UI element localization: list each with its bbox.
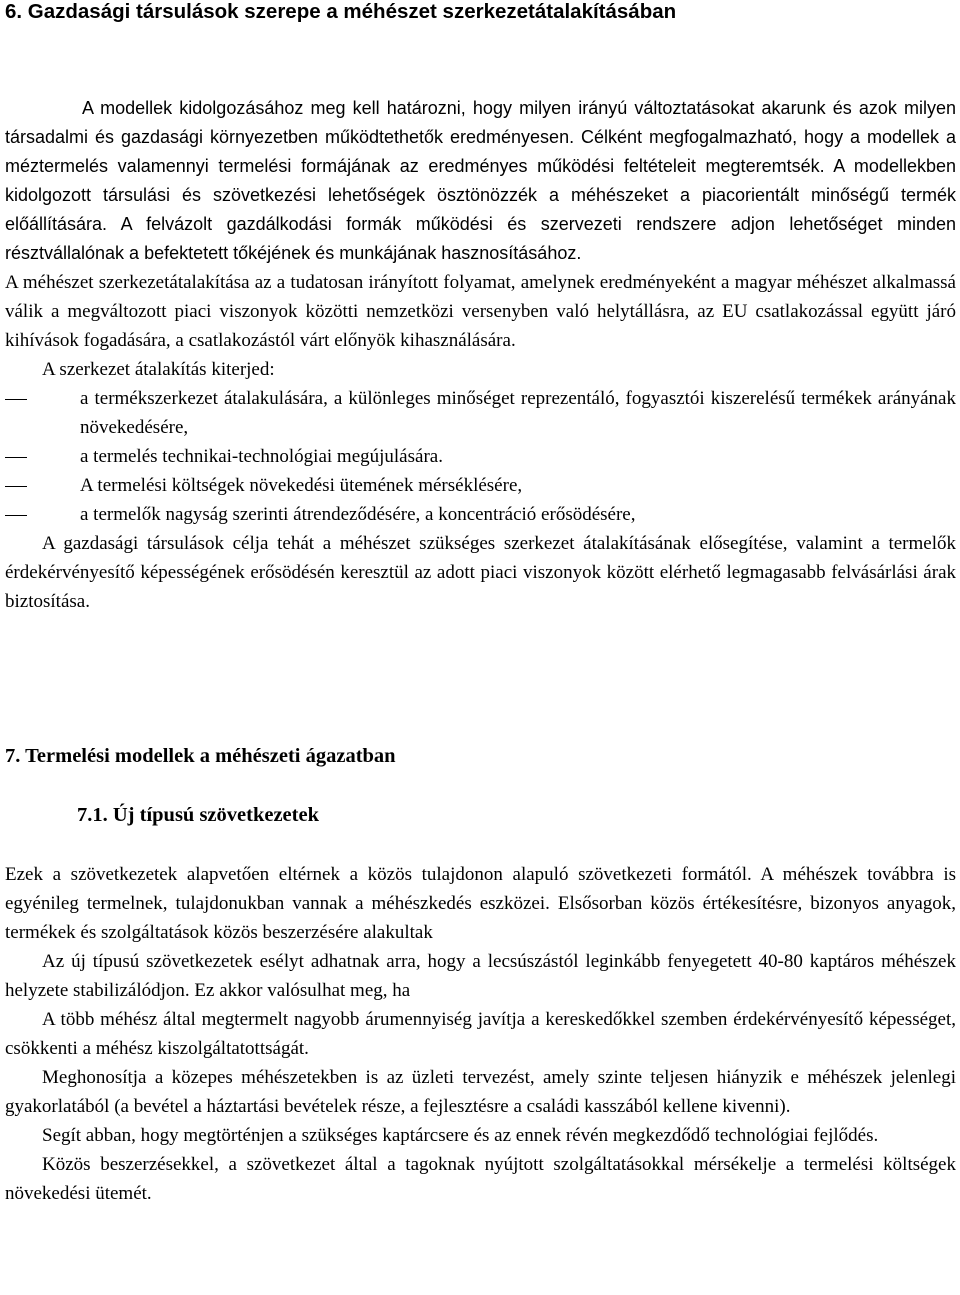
- section-7-paragraph-1: Ezek a szövetkezetek alapvetően eltérnek a közös tulajdonon alapuló szövetkezeti formától. A méhészek továbbra is egyénileg termelnek, tulajdonukban vannak a méhészkedés eszközei. Elsősorban közös értékesítésre, bizonyos anyagok, termékek és szolgáltatások közös beszerzésére alakultak: [5, 864, 956, 943]
- section-7-paragraph-4: Meghonosítja a közepes méhészetekben is az üzleti tervezést, amely szinte teljesen hiányzik e méhészek jelenlegi gyakorlatából (a bevétel a háztartási bevételek része, a fejlesztésre a családi kasszából kellene kivenni).: [5, 1067, 956, 1117]
- list-item: [5, 500, 956, 529]
- section-6-paragraph-3: A gazdasági társulások célja tehát a méhészet szükséges szerkezet átalakításának elősegítése, valamint a termelők érdekérvényesítő képességének erősödésén keresztül az adott piaci viszonyok között elérhető legmagasabb felvásárlási árak biztosítása.: [5, 533, 956, 612]
- list-item: [5, 471, 956, 500]
- list-intro: A szerkezet átalakítás kiterjed:: [42, 359, 275, 380]
- section-7-paragraph-6: Közös beszerzésekkel, a szövetkezet által a tagoknak nyújtott szolgáltatásokkal mérsékelje a termelési költségek növekedési ütemét.: [5, 1154, 956, 1204]
- section-7-paragraph-3: A több méhész által megtermelt nagyobb árumennyiség javítja a kereskedőkkel szemben érdekérvényesítő képességet, csökkenti a méhész kiszolgáltatottságát.: [5, 1009, 956, 1059]
- list-item-text: A termelési költségek növekedési ütemének mérséklésére,: [80, 475, 523, 496]
- section-7-paragraph-2: Az új típusú szövetkezetek esélyt adhatnak arra, hogy a lecsúszástól leginkább fenyegetett 40-80 kaptáros méhészek helyzete stabilizálódjon. Ez akkor valósulhat meg, ha: [5, 951, 956, 1001]
- list-item-text: a termelés technikai-technológiai megújulására.: [80, 446, 443, 467]
- section-6-paragraph-1: A modellek kidolgozásához meg kell határozni, hogy milyen irányú változtatásokat akarunk és azok milyen társadalmi és gazdasági környezetben működtethetők eredményesen. Célként megfogalmazható, hogy a modellek a méztermelés valamennyi termelési formájának az eredményes működési feltételeit megteremtsék. A modellekben kidolgozott társulási és szövetkezési lehetőségek ösztönözzék a méhészeket a piacorientált minőségű termék előállítására. A felvázolt gazdálkodási formák működési és szervezeti rendszere adjon lehetőséget minden résztvállalónak a befektetett tőkéjének és munkájának hasznosításához.: [5, 98, 956, 263]
- section-6-heading: 6. Gazdasági társulások szerepe a méhészet szerkezetátalakításában: [5, 0, 677, 23]
- section-7-heading: 7. Termelési modellek a méhészeti ágazatban: [5, 745, 396, 767]
- section-7-paragraph-5: Segít abban, hogy megtörténjen a szükséges kaptárcsere és az ennek révén megkezdődő technológiai fejlődés.: [42, 1125, 879, 1146]
- subsection-7-1-heading: 7.1. Új típusú szövetkezetek: [77, 804, 319, 826]
- list-item: [5, 384, 956, 442]
- list-item: [5, 442, 956, 471]
- section-6-paragraph-2: A méhészet szerkezetátalakítása az a tudatosan irányított folyamat, amelynek eredményeként a magyar méhészet alkalmassá válik a megváltozott piaci viszonyok közötti nemzetközi versenyben való helytállásra, az EU csatlakozással együtt járó kihívások fogadására, a csatlakozástól várt előnyök kihasználására.: [5, 272, 956, 351]
- list-item-text: a termelők nagyság szerinti átrendeződésére, a koncentráció erősödésére,: [80, 504, 636, 525]
- section-7-body: [5, 860, 956, 1208]
- list-item-text: a termékszerkezet átalakulására, a különleges minőséget reprezentáló, fogyasztói kiszerelésű termékek arányának növekedésére,: [80, 388, 956, 438]
- restructuring-list: [5, 384, 956, 529]
- section-6-body: [5, 94, 956, 616]
